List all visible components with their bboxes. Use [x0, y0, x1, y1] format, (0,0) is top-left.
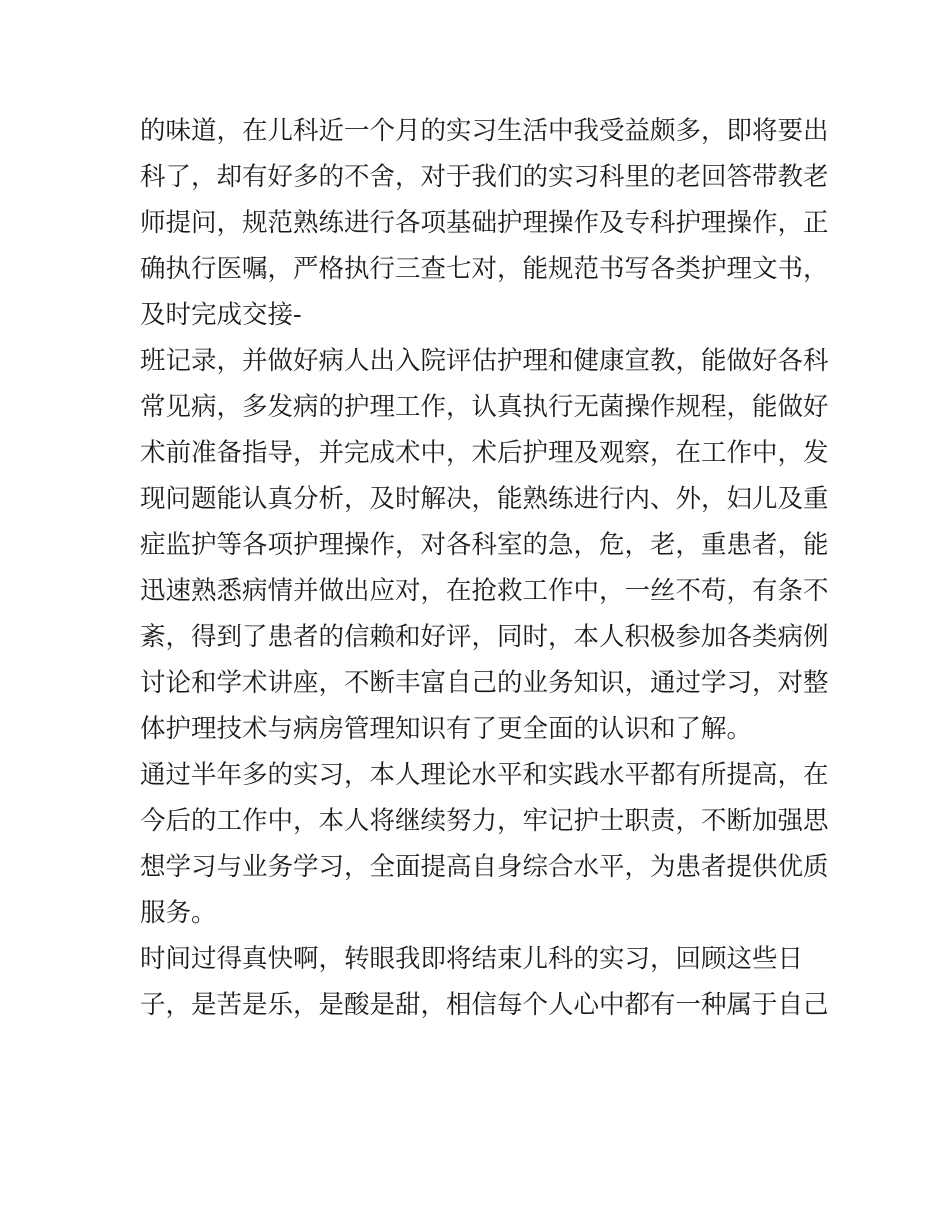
text-line: 班记录，并做好病人出入院评估护理和健康宣教，能做好各科 — [140, 346, 829, 376]
text-line: 讨论和学术讲座，不断丰富自己的业务知识，通过学习，对整 — [140, 668, 829, 698]
text-line: 紊，得到了患者的信赖和好评，同时，本人积极参加各类病例 — [140, 622, 829, 652]
body-text — [140, 108, 829, 1028]
text-line: 子，是苦是乐，是酸是甜，相信每个人心中都有一种属于自己 — [140, 990, 829, 1020]
text-line: 体护理技术与病房管理知识有了更全面的认识和了解。 — [140, 714, 753, 744]
text-line: 迅速熟悉病情并做出应对，在抢救工作中，一丝不苟，有条不 — [140, 576, 829, 606]
text-line: 现问题能认真分析，及时解决，能熟练进行内、外，妇儿及重 — [140, 484, 829, 514]
text-line: 师提问，规范熟练进行各项基础护理操作及专科护理操作，正 — [140, 208, 829, 238]
text-line: 术前准备指导，并完成术中，术后护理及观察，在工作中，发 — [140, 438, 829, 468]
text-line: 科了，却有好多的不舍，对于我们的实习科里的老回答带教老 — [140, 162, 829, 192]
text-line: 症监护等各项护理操作，对各科室的急，危，老，重患者，能 — [140, 530, 829, 560]
text-line: 确执行医嘱，严格执行三查七对，能规范书写各类护理文书， — [140, 254, 829, 284]
text-line: 常见病，多发病的护理工作，认真执行无菌操作规程，能做好 — [140, 392, 829, 422]
text-line: 想学习与业务学习，全面提高自身综合水平，为患者提供优质 — [140, 852, 829, 882]
text-line: 的味道，在儿科近一个月的实习生活中我受益颇多，即将要出 — [140, 116, 829, 146]
text-line: 今后的工作中，本人将继续努力，牢记护士职责，不断加强思 — [140, 806, 829, 836]
text-line: 通过半年多的实习，本人理论水平和实践水平都有所提高，在 — [140, 760, 829, 790]
text-line: 及时完成交接- — [140, 300, 302, 330]
text-line: 时间过得真快啊，转眼我即将结束儿科的实习，回顾这些日 — [140, 944, 804, 974]
text-line: 服务。 — [140, 898, 217, 928]
